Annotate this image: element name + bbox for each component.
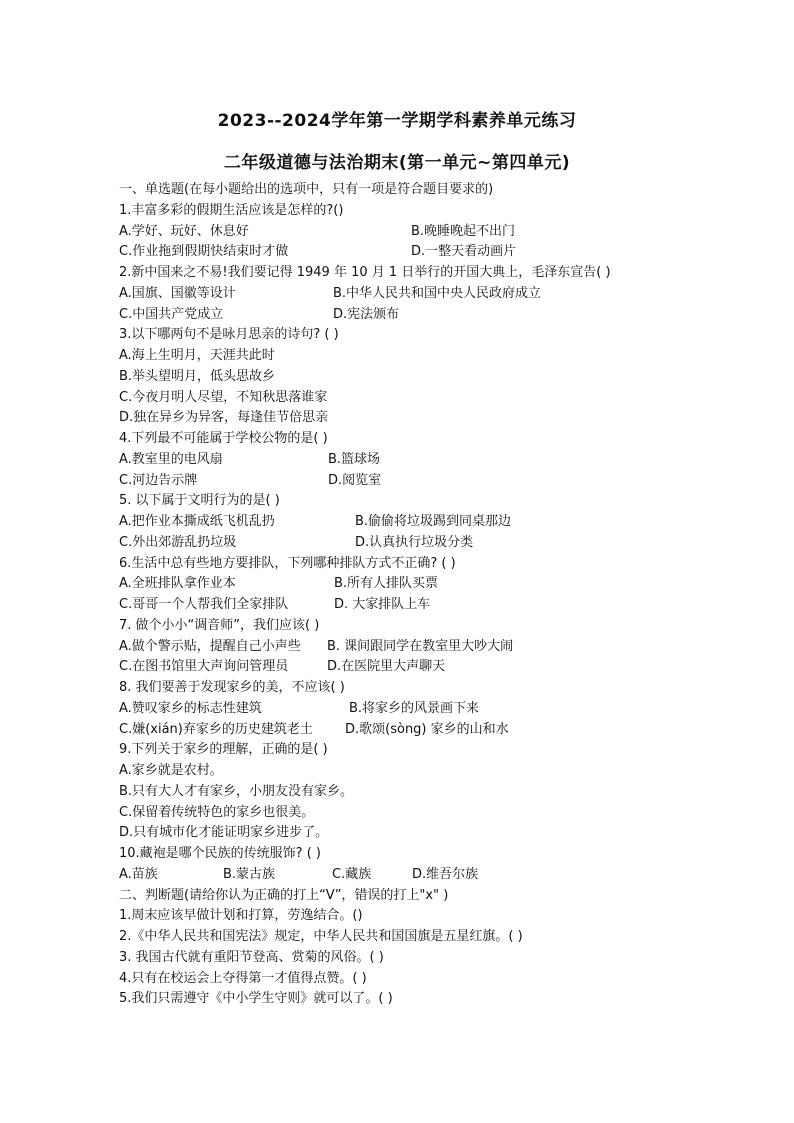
option-a: A.把作业本撕成纸飞机乱扔 [119, 514, 275, 529]
option-d: D.在医院里大声聊天 [327, 659, 446, 675]
question-6-options-row-2 [119, 595, 679, 616]
option-d: D.认真执行垃圾分类 [355, 534, 474, 550]
question-10-options-row [119, 865, 679, 886]
judgment-item-4: 4.只有在校运会上夺得第一才值得点赞。( ) [119, 970, 367, 986]
option-c: C.在图书馆里大声询问管理员 [119, 659, 289, 675]
option-a: A.做个警示贴，提醒自己小声些 [119, 638, 301, 654]
exam-content [119, 180, 679, 1010]
option-b: B.蒙古族 [223, 866, 276, 882]
option-d: D.一整天看动画片 [411, 244, 517, 260]
question-4-stem: 4.下列最不可能属于学校公物的是( ) [119, 431, 328, 446]
question-3-option-d: D.独在异乡为异客，每逢佳节倍思亲 [119, 410, 329, 426]
question-8-stem: 8. 我们要善于发现家乡的美，不应该( ) [119, 680, 345, 695]
question-6-options-row-1 [119, 574, 679, 595]
option-c: C.外出郊游乱扔垃圾 [119, 534, 237, 550]
question-1-options-row-1 [119, 222, 679, 243]
option-b: B.将家乡的风景画下来 [349, 700, 480, 716]
question-9-option-c: C.保留着传统特色的家乡也很美。 [119, 804, 315, 820]
question-9-option-b: B.只有大人才有家乡，小朋友没有家乡。 [119, 783, 354, 799]
option-b: B.中华人民共和国中央人民政府成立 [333, 285, 542, 301]
option-c: C.嫌(xián)弃家乡的历史建筑老土 [119, 721, 313, 737]
judgment-item-5: 5.我们只需遵守《中小学生守则》就可以了。( ) [119, 991, 393, 1007]
option-a: A.国旗、国徽等设计 [119, 285, 236, 301]
question-2-options-row-2 [119, 305, 679, 326]
option-b: B. 课间跟同学在教室里大吵大闹 [327, 638, 514, 654]
option-a: A.全班排队拿作业本 [119, 576, 236, 592]
question-7-stem: 7. 做个小小“调音师”，我们应该( ) [119, 617, 320, 633]
option-a: A.苗族 [119, 866, 158, 882]
option-a: A.学好、玩好、休息好 [119, 223, 249, 239]
section-heading-single-choice: 一、单选题(在每小题给出的选项中，只有一项是符合题目要求的) [119, 182, 494, 197]
judgment-item-3: 3. 我国古代就有重阳节登高、赏菊的风俗。( ) [119, 949, 384, 965]
question-1-stem: 1.丰富多彩的假期生活应该是怎样的?() [119, 202, 344, 218]
question-4-options-row-2 [119, 471, 679, 492]
question-10-stem: 10.藏袍是哪个民族的传统服饰? ( ) [119, 846, 321, 861]
question-9-option-d: D.只有城市化才能证明家乡进步了。 [119, 825, 329, 841]
question-8-options-row-1 [119, 699, 679, 720]
option-d: D.宪法颁布 [333, 306, 400, 322]
option-b: B.所有人排队买票 [334, 576, 439, 592]
question-4-options-row-1 [119, 450, 679, 471]
option-c: C.中国共产党成立 [119, 306, 224, 322]
question-7-options-row-2 [119, 657, 679, 678]
question-3-stem: 3.以下哪两句不是咏月思亲的诗句? ( ) [119, 327, 339, 343]
judgment-item-2: 2.《中华人民共和国宪法》规定，中华人民共和国国旗是五星红旗。( ) [119, 929, 523, 944]
option-c: C.哥哥一个人帮我们全家排队 [119, 597, 289, 612]
option-a: A.教室里的电风扇 [119, 451, 223, 467]
question-9-stem: 9.下列关于家乡的理解，正确的是( ) [119, 742, 328, 758]
section-heading-true-false: 二、判断题(请给你认为正确的打上“V”，错误的打上"x" ) [119, 887, 449, 903]
option-b: B.晚睡晚起不出门 [411, 223, 516, 239]
option-d: D.歌颂(sòng) 家乡的山和水 [345, 721, 509, 737]
question-2-stem: 2.新中国来之不易!我们要记得 1949 年 10 月 1 日举行的开国大典上，毛泽东宣告( ) [119, 265, 611, 280]
question-3-option-a: A.海上生明月，天涯共此时 [119, 348, 275, 363]
question-3-option-b: B.举头望明月，低头思故乡 [119, 368, 276, 384]
question-5-stem: 5. 以下属于文明行为的是( ) [119, 493, 280, 509]
option-d: D. 大家排队上车 [334, 597, 431, 612]
option-d: D.阅览室 [328, 472, 382, 488]
question-9-option-a: A.家乡就是农村。 [119, 763, 223, 778]
option-b: B.偷偷将垃圾踢到同桌那边 [355, 514, 512, 529]
option-c: C.河边告示牌 [119, 472, 198, 488]
question-5-options-row-1 [119, 512, 679, 533]
question-7-options-row-1 [119, 637, 679, 658]
question-6-stem: 6.生活中总有些地方要排队，下列哪种排队方式不正确? ( ) [119, 555, 456, 571]
question-8-options-row-2 [119, 720, 679, 741]
option-d: D.维吾尔族 [412, 866, 479, 882]
question-1-options-row-2 [119, 242, 679, 263]
question-3-option-c: C.今夜月明人尽望，不知秋思落谁家 [119, 389, 328, 405]
exam-title: 2023--2024学年第一学期学科素养单元练习 [217, 111, 577, 131]
judgment-item-1: 1.周末应该早做计划和打算，劳逸结合。() [119, 908, 363, 924]
option-b: B.篮球场 [328, 451, 381, 467]
option-a: A.赞叹家乡的标志性建筑 [119, 700, 262, 716]
option-c: C.藏族 [332, 866, 372, 882]
question-5-options-row-2 [119, 533, 679, 554]
exam-subtitle: 二年级道德与法治期末(第一单元~第四单元) [223, 153, 571, 173]
option-c: C.作业拖到假期快结束时才做 [119, 244, 289, 260]
question-2-options-row-1 [119, 284, 679, 305]
